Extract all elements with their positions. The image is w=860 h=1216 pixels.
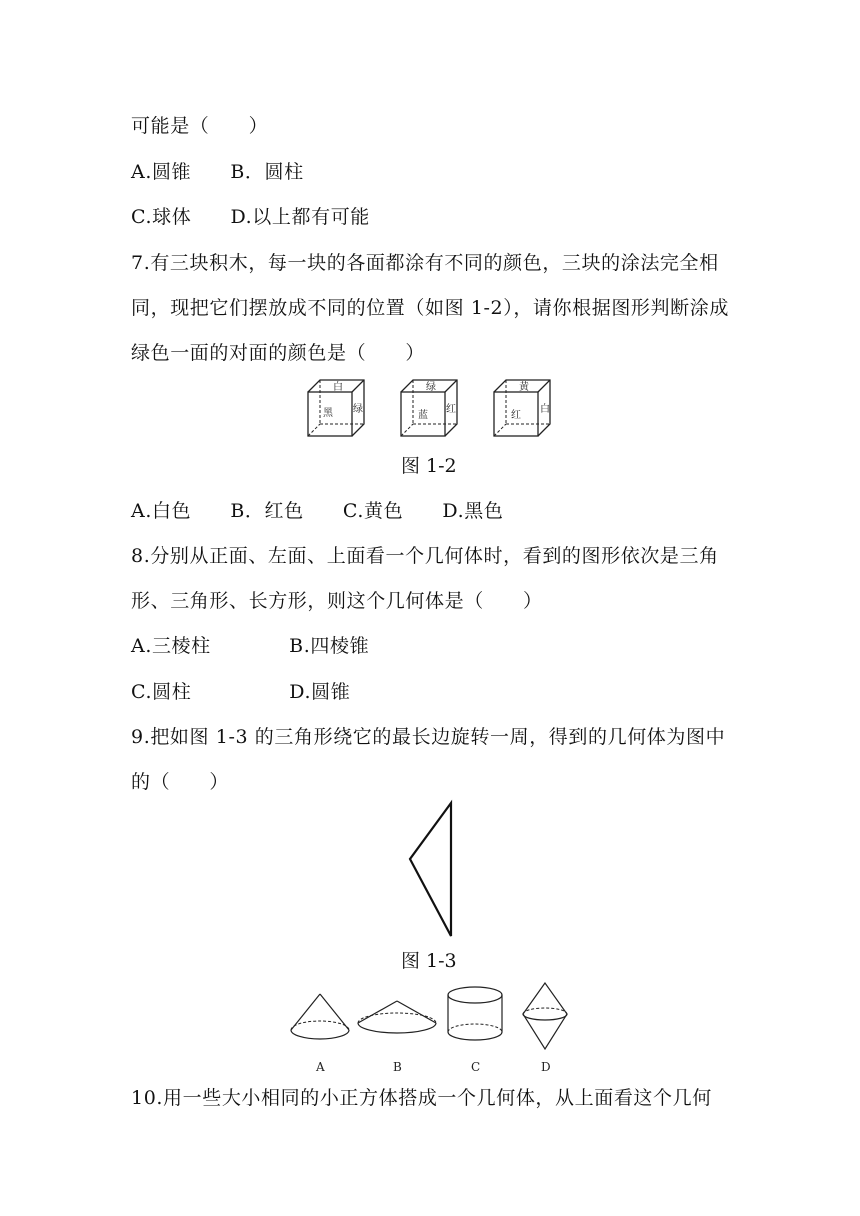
text-line-10: A.三棱柱 B.四棱锥 — [131, 635, 370, 657]
text-line-8: 8.分别从正面、左面、上面看一个几何体时，看到的图形依次是三角 — [131, 545, 719, 567]
cube-1 — [308, 380, 364, 436]
option-label-b: B — [393, 1060, 402, 1074]
text-line-5: 同，现把它们摆放成不同的位置（如图 1-2），请你根据图形判断涂成 — [131, 297, 729, 319]
text-line-2: A.圆锥 B．圆柱 — [131, 161, 304, 183]
text-line-12: 9.把如图 1-3 的三角形绕它的最长边旋转一周，得到的几何体为图中 — [131, 726, 726, 748]
text-line-9: 形、三角形、长方形，则这个几何体是（ ） — [131, 590, 543, 612]
cube-3-top-label: 黄 — [519, 382, 529, 393]
solid-a-cone — [291, 994, 349, 1039]
option-label-d: D — [541, 1060, 551, 1074]
text-line-7: A.白色 B．红色 C.黄色 D.黑色 — [131, 500, 504, 522]
cube-1-right-label: 绿 — [353, 404, 363, 415]
cube-2-right-label: 红 — [446, 404, 456, 415]
cube-3-right-label: 白 — [540, 404, 550, 415]
figure-1-2-caption: 图 1-2 — [401, 455, 457, 477]
option-label-a: A — [316, 1060, 325, 1074]
cube-2-front-label: 蓝 — [418, 410, 428, 421]
solid-c-cylinder — [448, 987, 502, 1040]
text-line-14: 10.用一些大小相同的小正方体搭成一个几何体，从上面看这个几何 — [131, 1087, 712, 1109]
figure-1-3-caption: 图 1-3 — [401, 950, 457, 972]
text-line-6: 绿色一面的对面的颜色是（ ） — [131, 342, 426, 364]
text-line-3: C.球体 D.以上都有可能 — [131, 206, 370, 228]
cube-3 — [494, 380, 550, 436]
text-line-11: C.圆柱 D.圆锥 — [131, 681, 351, 703]
cube-2-top-label: 绿 — [426, 382, 436, 393]
cube-2 — [401, 380, 457, 436]
text-line-4: 7.有三块积木，每一块的各面都涂有不同的颜色，三块的涂法完全相 — [131, 252, 719, 274]
solid-d-double-cone — [523, 983, 567, 1049]
solid-b-flat-cone — [358, 1001, 436, 1033]
cube-1-front-label: 黑 — [323, 408, 333, 419]
option-label-c: C — [471, 1060, 481, 1074]
text-line-13: 的（ ） — [131, 771, 230, 793]
text-line-1: 可能是（ ） — [131, 115, 269, 137]
cube-1-top-label: 白 — [333, 382, 343, 393]
cube-3-front-label: 红 — [511, 410, 521, 421]
